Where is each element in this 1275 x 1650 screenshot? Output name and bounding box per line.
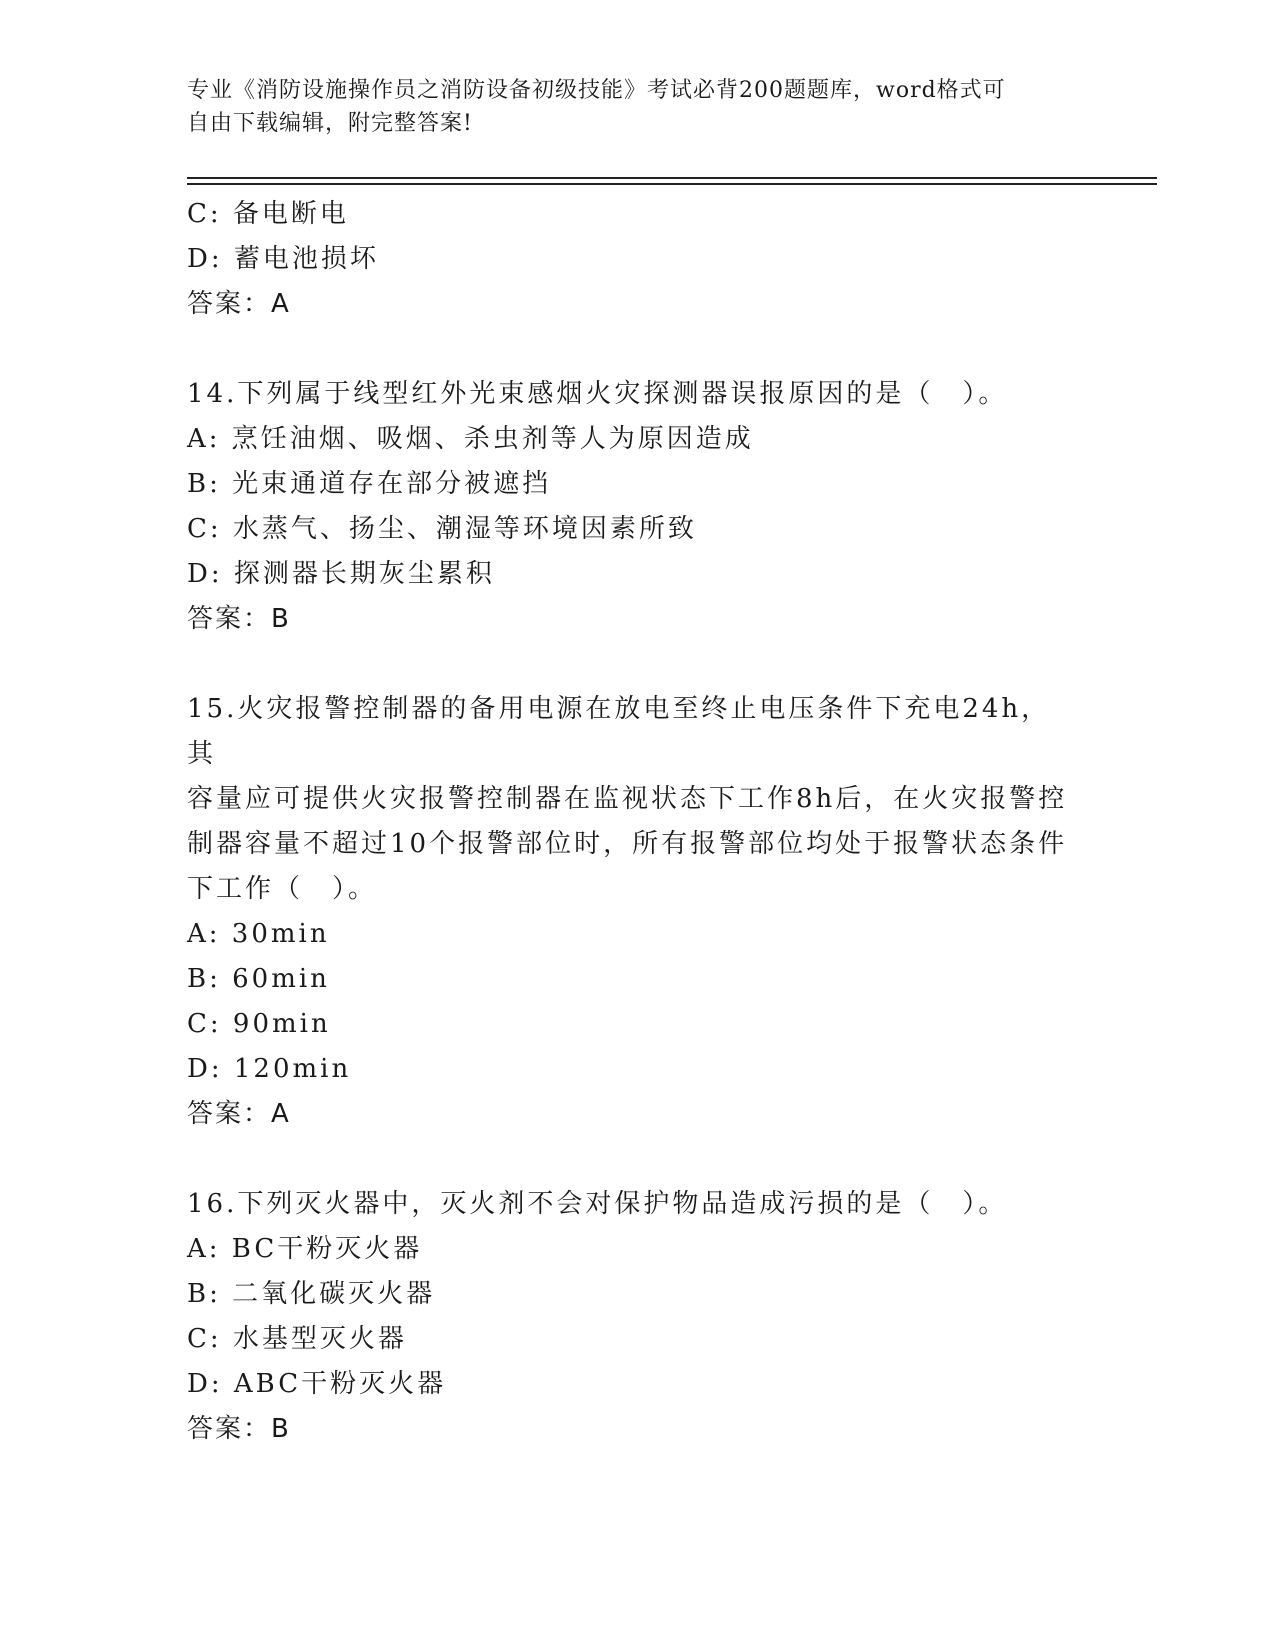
document-header [187,74,1067,140]
header-line-2: 自由下载编辑，附完整答案! [187,111,473,136]
option-a: A: 烹饪油烟、吸烟、杀虫剂等人为原因造成 [187,424,754,454]
option-d: D: 探测器长期灰尘累积 [187,559,495,589]
option-a: A: 30min [187,919,330,949]
option-c: C: 备电断电 [187,199,349,229]
option-b: B: 二氧化碳灭火器 [187,1279,436,1309]
question-stem: 14.下列属于线型红外光束感烟火灾探测器误报原因的是（ ）。 [187,379,1008,409]
answer-line: 答案：B [187,604,291,634]
question-stem-line-3: 制器容量不超过10个报警部位时，所有报警部位均处于报警状态条件 [187,829,1068,859]
option-a: A: BC干粉灭火器 [187,1234,423,1264]
question-list [187,192,1077,1452]
answer-line: 答案：A [187,289,291,319]
question-stem: 16.下列灭火器中，灭火剂不会对保护物品造成污损的是（ ）。 [187,1189,1008,1219]
question-stem-line-1: 15.火灾报警控制器的备用电源在放电至终止电压条件下充电24h，其 [187,694,1051,769]
option-d: D: ABC干粉灭火器 [187,1369,447,1399]
question-15 [187,687,1077,1137]
header-line-1: 专业《消防设施操作员之消防设备初级技能》考试必背200题题库，word格式可 [187,78,1006,103]
option-d: D: 120min [187,1054,352,1084]
question-stem-line-2: 容量应可提供火灾报警控制器在监视状态下工作8h后，在火灾报警控 [187,784,1068,814]
header-rule-bottom [187,183,1157,185]
answer-line: 答案：B [187,1414,291,1444]
option-b: B: 光束通道存在部分被遮挡 [187,469,552,499]
question-14 [187,372,1077,642]
option-c: C: 90min [187,1009,331,1039]
option-b: B: 60min [187,964,330,994]
option-c: C: 水蒸气、扬尘、潮湿等环境因素所致 [187,514,697,544]
option-c: C: 水基型灭火器 [187,1324,407,1354]
question-stem-line-4: 下工作（ ）。 [187,874,378,904]
previous-question-tail [187,192,1077,327]
header-rule-top [187,177,1157,179]
question-16 [187,1182,1077,1452]
answer-line: 答案：A [187,1099,291,1129]
option-d: D: 蓄电池损坏 [187,244,379,274]
